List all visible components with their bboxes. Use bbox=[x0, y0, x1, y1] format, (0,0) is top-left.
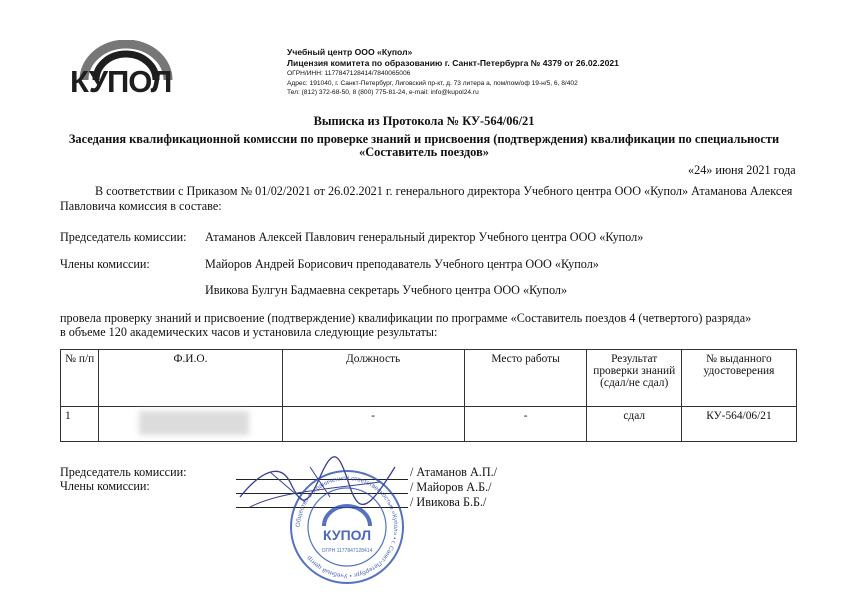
member-1: Майоров Андрей Борисович преподаватель Учебного центра ООО «Купол» bbox=[205, 257, 599, 271]
table-header-row bbox=[61, 350, 797, 407]
header-fio: Ф.И.О. bbox=[99, 350, 282, 407]
cell-num: 1 bbox=[61, 407, 99, 442]
header-cert: № выданного удостоверения bbox=[681, 350, 796, 407]
contacts-line: Тел: (812) 372-68-50, 8 (800) 775-81-24, e-mail: info@kupol24.ru bbox=[287, 89, 479, 97]
company-stamp bbox=[288, 468, 406, 586]
company-logo bbox=[70, 40, 182, 102]
document-date: «24» июня 2021 года bbox=[688, 163, 796, 177]
header-num: № п/п bbox=[61, 350, 99, 407]
org-name: Учебный центр ООО «Купол» bbox=[287, 47, 413, 57]
header-position: Должность bbox=[282, 350, 464, 407]
license-line: Лицензия комитета по образованию г. Санкт-Петербурга № 4379 от 26.02.2021 bbox=[287, 58, 619, 68]
cell-cert: КУ-564/06/21 bbox=[681, 407, 796, 442]
result-line-2: в объеме 120 академических часов и установила следующие результаты: bbox=[60, 325, 438, 339]
redacted-name bbox=[139, 411, 249, 435]
intro-line-2: Павловича комиссия в составе: bbox=[60, 199, 222, 213]
document-subtitle: Заседания квалификационной комиссии по проверке знаний и присвоения (подтверждения) квалификации по специальности bbox=[68, 132, 780, 146]
chair-name: Атаманов Алексей Павлович генеральный директор Учебного центра ООО «Купол» bbox=[205, 230, 644, 244]
logo-text: КУПОЛ bbox=[70, 64, 172, 99]
sign-members-label: Члены комиссии: bbox=[60, 479, 150, 493]
results-table bbox=[60, 349, 797, 442]
sign-chair-name: / Атаманов А.П./ bbox=[410, 465, 498, 479]
cell-position: - bbox=[282, 407, 464, 442]
result-line-1: провела проверку знаний и присвоение (подтверждение) квалификации по программе «Составитель поездов 4 (четвертого) разряда» bbox=[60, 311, 752, 325]
cell-workplace: - bbox=[464, 407, 587, 442]
svg-text:Общество с ограниченной ответс: Общество с ограниченной ответственностью «Купол» • г. Санкт-Петербург • Учебный центр bbox=[294, 474, 400, 580]
cell-fio bbox=[99, 407, 282, 442]
member-2: Ивикова Булгун Бадмаевна секретарь Учебного центра ООО «Купол» bbox=[205, 283, 568, 297]
specialty-name: «Составитель поездов» bbox=[359, 145, 489, 159]
table-row bbox=[61, 407, 797, 442]
cell-result: сдал bbox=[587, 407, 681, 442]
sign-member-1-name: / Майоров А.Б./ bbox=[410, 480, 492, 494]
address-line: Адрес: 191040, г. Санкт-Петербург, Лиговский пр-кт, д. 73 литера а, пом/пом/оф 19-н/5, 6, 8/402 bbox=[287, 79, 578, 87]
header-result: Результат проверки знаний (сдал/не сдал) bbox=[587, 350, 681, 407]
chair-label: Председатель комиссии: bbox=[60, 230, 187, 244]
ogrn-line: ОГРН/ИНН: 1177847128414/7840065006 bbox=[287, 70, 411, 77]
document-title: Выписка из Протокола № КУ-564/06/21 bbox=[313, 114, 535, 128]
header-workplace: Место работы bbox=[464, 350, 587, 407]
sign-chair-label: Председатель комиссии: bbox=[60, 465, 187, 479]
intro-line-1: В соответствии с Приказом № 01/02/2021 от 26.02.2021 г. генерального директора Учебного центра ООО «Купол» Атаманова Алексея bbox=[95, 184, 793, 198]
sign-member-2-name: / Ивикова Б.Б./ bbox=[410, 495, 487, 509]
svg-text:ОГРН 1177847128414: ОГРН 1177847128414 bbox=[321, 548, 373, 554]
members-label: Члены комиссии: bbox=[60, 257, 150, 271]
svg-text:КУПОЛ: КУПОЛ bbox=[322, 527, 372, 543]
letterhead bbox=[287, 47, 619, 98]
